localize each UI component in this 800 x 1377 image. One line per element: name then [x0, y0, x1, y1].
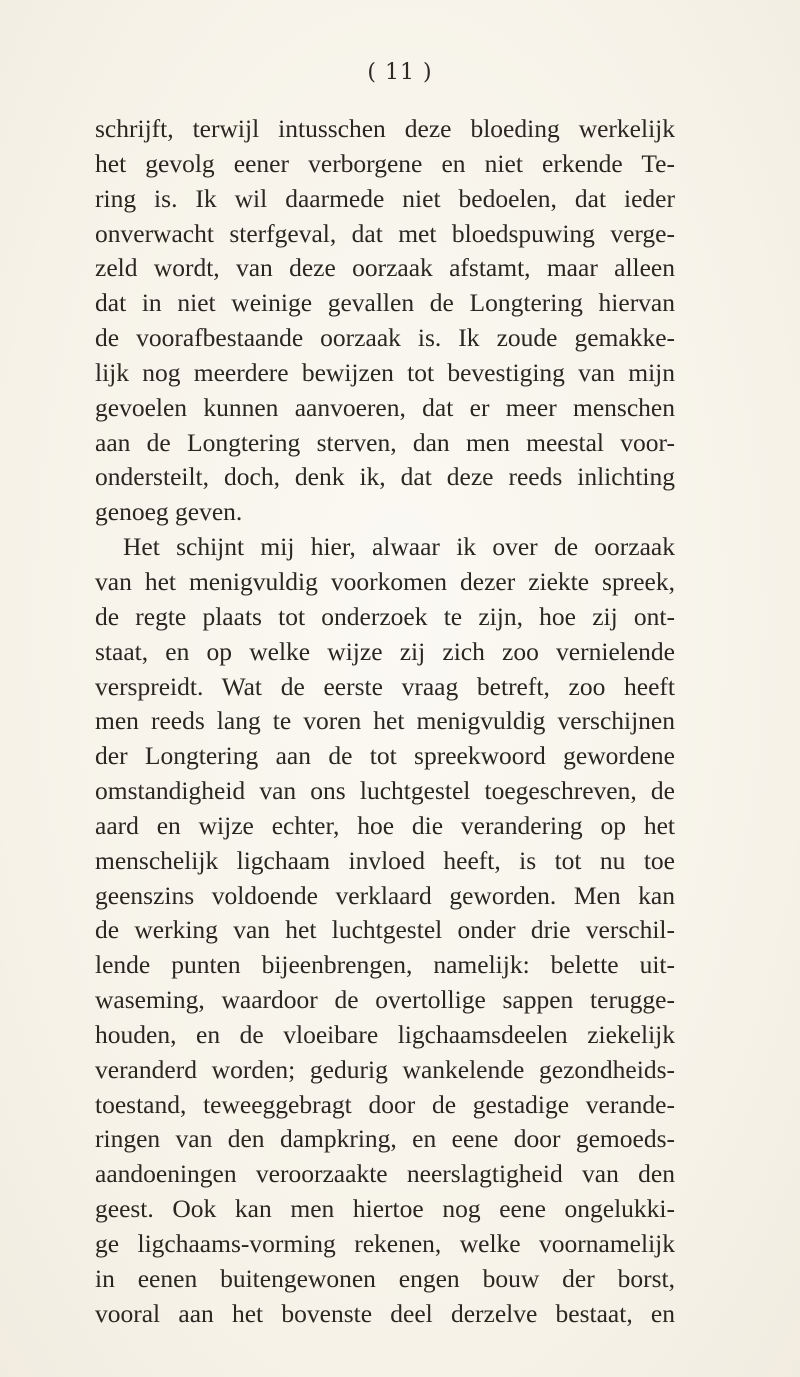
text-line: houden, en de vloeibare ligchaamsdeelen ziekelijk [95, 1019, 675, 1049]
text-line: menschelijk ligchaam invloed heeft, is tot nu toe [95, 845, 675, 875]
text-line: waseming, waardoor de overtollige sappen terugge- [95, 985, 675, 1015]
text-line: omstandigheid van ons luchtgestel toegeschreven, de [95, 776, 675, 806]
page-number: ( 11 ) [367, 60, 433, 85]
text-line: staat, en op welke wijze zij zich zoo vernielende [95, 636, 675, 666]
text-line: van het menigvuldig voorkomen dezer ziekte spreek, [95, 566, 675, 596]
text-line: vooral aan het bovenste deel derzelve bestaat, en [95, 1298, 675, 1328]
text-line: ring is. Ik wil daarmede niet bedoelen, dat ieder [95, 183, 675, 213]
text-line: der Longtering aan de tot spreekwoord gewordene [95, 741, 675, 771]
text-line: de regte plaats tot onderzoek te zijn, hoe zij ont- [95, 601, 675, 631]
paragraph-start-line: Het schijnt mij hier, alwaar ik over de oorzaak [123, 532, 675, 562]
text-line: aard en wijze echter, hoe die verandering op het [95, 810, 675, 840]
text-line: lende punten bijeenbrengen, namelijk: belette uit- [95, 950, 675, 980]
text-line: zeld wordt, van deze oorzaak afstamt, maar alleen [95, 253, 675, 283]
text-line: aan de Longtering sterven, dan men meestal voor- [95, 427, 675, 457]
paragraph-end-line: genoeg geven. [95, 497, 243, 527]
text-line: verspreidt. Wat de eerste vraag betreft, zoo heeft [95, 671, 675, 701]
text-line: lijk nog meerdere bewijzen tot bevestiging van mijn [95, 357, 675, 387]
text-line: ondersteilt, doch, denk ik, dat deze reeds inlichting [95, 462, 675, 492]
text-line: in eenen buitengewonen engen bouw der borst, [95, 1263, 675, 1293]
text-line: schrijft, terwijl intusschen deze bloeding werkelijk [95, 114, 675, 143]
text-line: gevoelen kunnen aanvoeren, dat er meer menschen [95, 392, 675, 422]
text-line: de voorafbestaande oorzaak is. Ik zoude gemakke- [95, 323, 675, 353]
text-line: veranderd worden; gedurig wankelende gezondheids- [95, 1054, 675, 1084]
text-line: toestand, teweeggebragt door de gestadige verande- [95, 1089, 675, 1119]
text-line: ge ligchaams-vorming rekenen, welke voornamelijk [95, 1229, 675, 1258]
text-line: geenszins voldoende verklaard geworden. Men kan [95, 880, 675, 910]
text-line: men reeds lang te voren het menigvuldig verschijnen [95, 706, 675, 736]
text-line: dat in niet weinige gevallen de Longtering hiervan [95, 288, 675, 318]
text-line: ringen van den dampkring, en eene door gemoeds- [95, 1124, 675, 1154]
text-line: geest. Ook kan men hiertoe nog eene ongelukki- [95, 1194, 675, 1224]
text-line: onverwacht sterfgeval, dat met bloedspuwing verge- [95, 218, 675, 248]
text-line: de werking van het luchtgestel onder drie verschil- [95, 915, 675, 945]
text-line: aandoeningen veroorzaakte neerslagtigheid van den [95, 1159, 675, 1189]
text-line: het gevolg eener verborgene en niet erkende Te- [95, 148, 675, 178]
body-text [95, 112, 675, 1332]
